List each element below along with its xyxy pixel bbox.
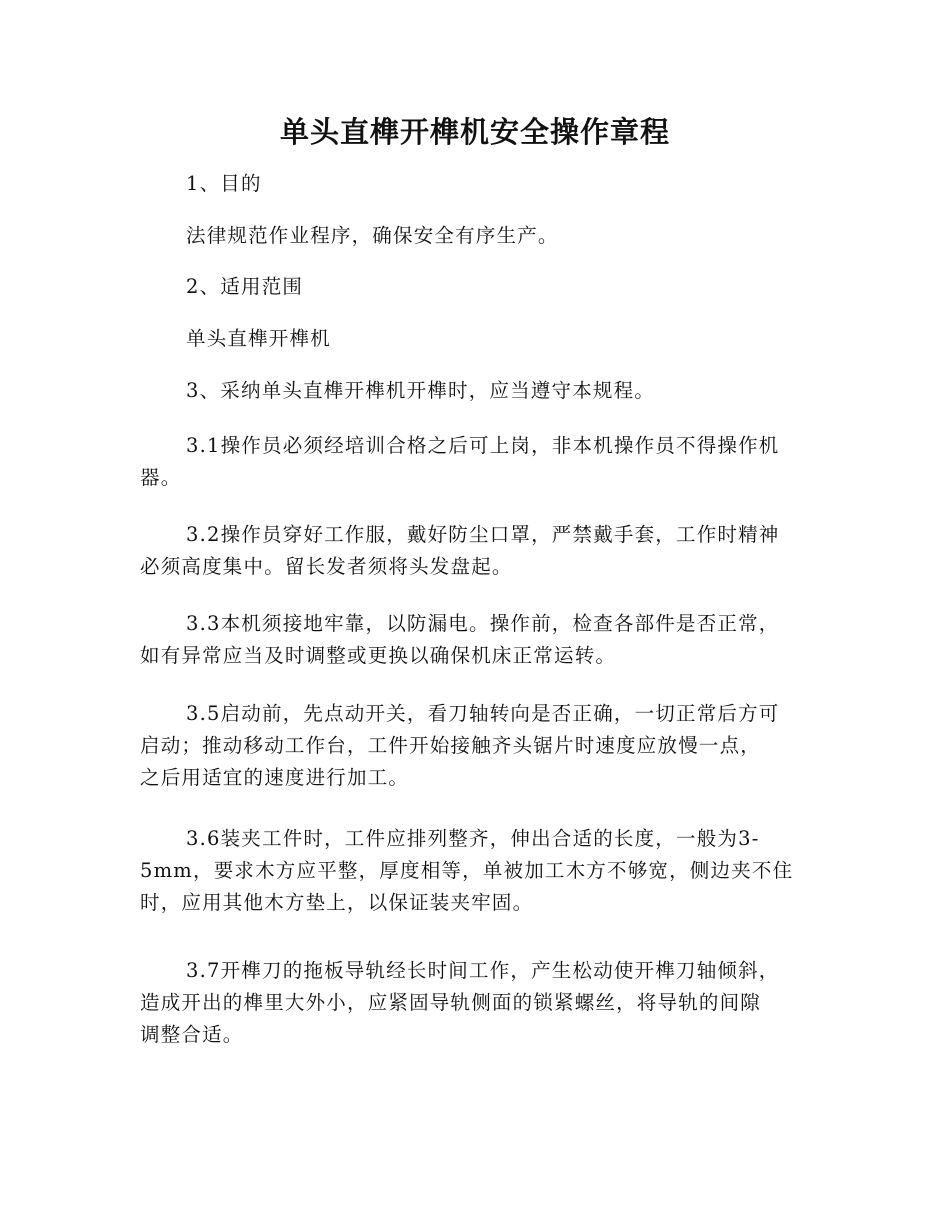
section-3-heading: 3、采纳单头直榫开榫机开榫时，应当遵守本规程。: [186, 379, 656, 402]
clause-line: 器。: [140, 466, 182, 489]
section-2-heading: 2、适用范围: [186, 275, 304, 298]
clause-line: 3.6装夹工件时，工件应排列整齐，伸出合适的长度，一般为3-: [186, 827, 760, 850]
clause-line: 3.5启动前，先点动开关，看刀轴转向是否正确，一切正常后方可: [186, 702, 780, 725]
clause-line: 如有异常应当及时调整或更换以确保机床正常运转。: [140, 644, 617, 667]
clause-line: 3.7开榫刀的拖板导轨经长时间工作，产生松动使开榫刀轴倾斜，: [186, 959, 780, 982]
section-2-text: 单头直榫开榫机: [186, 327, 331, 350]
clause-line: 3.2操作员穿好工作服，戴好防尘口罩，严禁戴手套，工作时精神: [186, 523, 780, 546]
clause-line: 必须高度集中。留长发者须将头发盘起。: [140, 555, 513, 578]
clause-3-7: [140, 955, 820, 1051]
document-title: 单头直榫开榫机安全操作章程: [279, 115, 670, 149]
clause-line: 3.3本机须接地牢靠，以防漏电。操作前，检查各部件是否正常，: [186, 612, 780, 635]
clause-line: 5mm，要求木方应平整，厚度相等，单被加工木方不够宽，侧边夹不住: [140, 859, 794, 882]
clause-line: 造成开出的榫里大外小，应紧固导轨侧面的锁紧螺丝，将导轨的间隙: [140, 991, 762, 1014]
clause-3-6: [140, 823, 820, 919]
clause-3-2: [140, 519, 820, 583]
clause-line: 启动；推动移动工作台，工件开始接触齐头锯片时速度应放慢一点，: [140, 734, 762, 757]
section-1-text: 法律规范作业程序，确保安全有序生产。: [186, 224, 559, 247]
clause-line: 时，应用其他木方垫上，以保证装夹牢固。: [140, 891, 534, 914]
section-1-heading: 1、目的: [186, 172, 262, 195]
clause-3-5: [140, 698, 820, 794]
clause-3-1: [140, 430, 820, 494]
clause-line: 调整合适。: [140, 1023, 244, 1046]
clause-3-3: [140, 608, 820, 672]
clause-line: 3.1操作员必须经培训合格之后可上岗，非本机操作员不得操作机: [186, 434, 780, 457]
clause-line: 之后用适宜的速度进行加工。: [140, 766, 410, 789]
